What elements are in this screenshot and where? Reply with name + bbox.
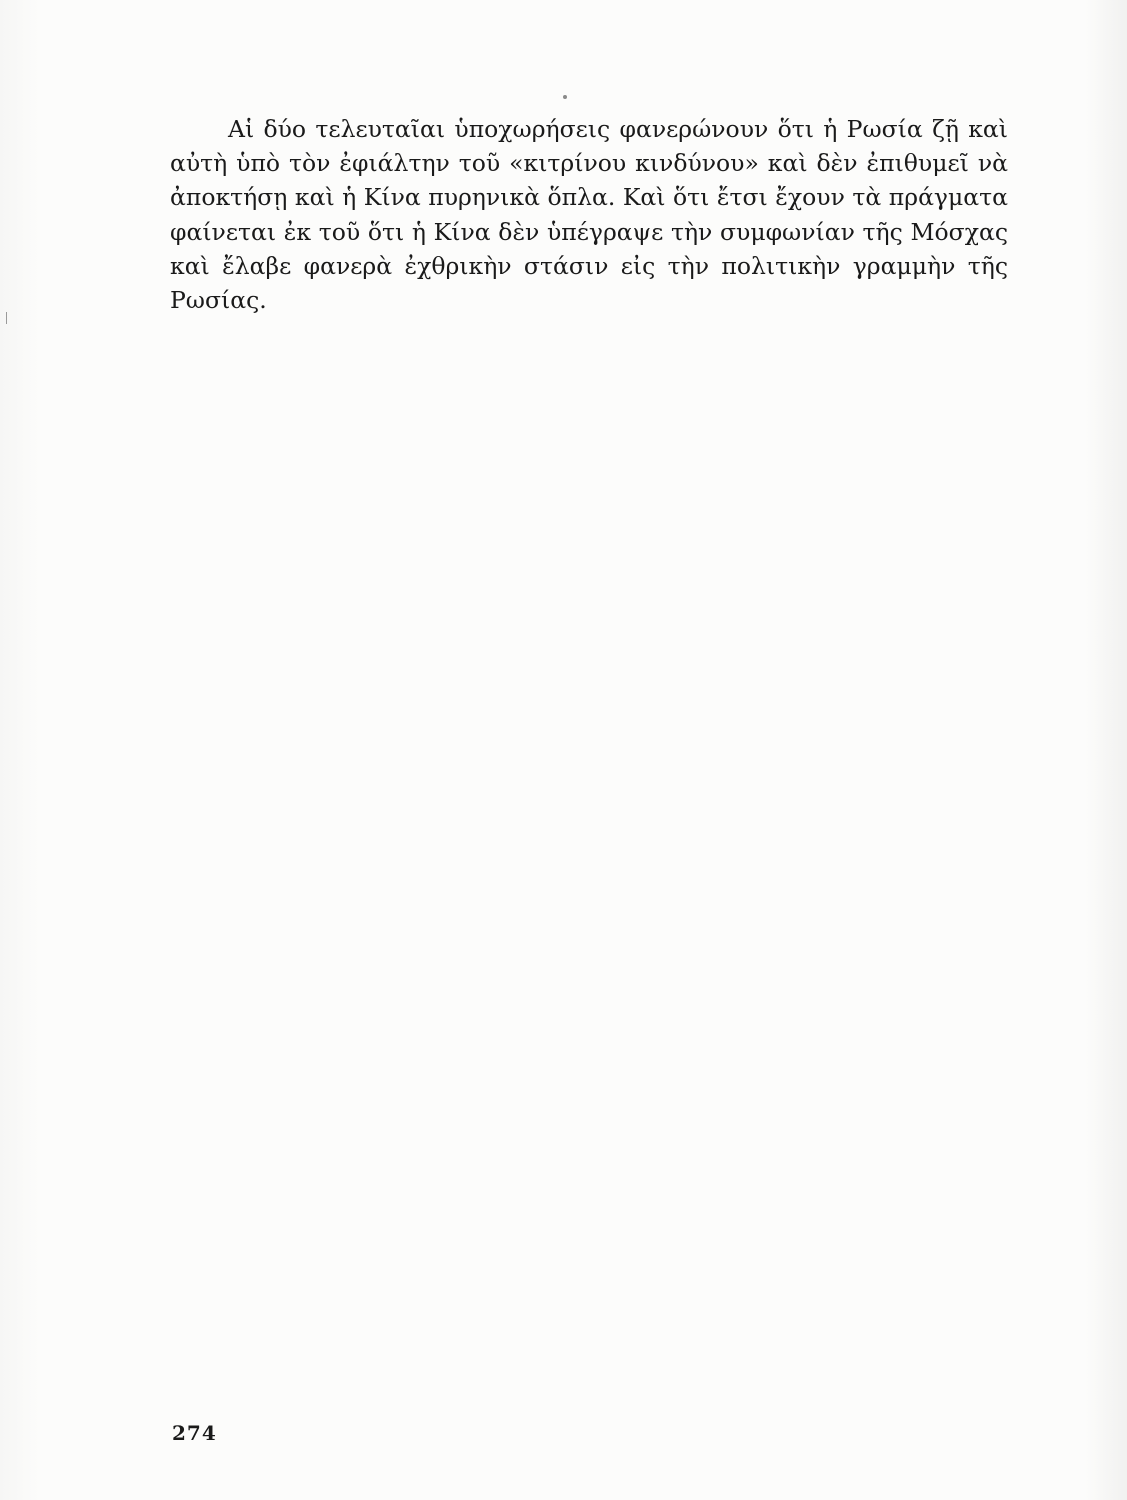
margin-mark xyxy=(6,312,7,324)
page-number: 274 xyxy=(172,1421,217,1445)
ink-speck xyxy=(563,95,567,99)
paragraph-line-2: αὐτὴ ὑπὸ τὸν ἐφιάλτην τοῦ «κιτρίνου κινδύνου» καὶ δὲν ἐπιθυμεῖ νὰ xyxy=(170,149,1008,178)
paragraph-line-5: καὶ ἔλαβε φανερὰ ἐχθρικὴν στάσιν εἰς τὴν πολιτικὴν γραμμὴν τῆς xyxy=(170,251,1008,280)
paragraph-line-1: Αἱ δύο τελευταῖαι ὑποχωρήσεις φανερώνουν ὅτι ἡ Ρωσία ζῇ καὶ xyxy=(228,115,1008,143)
body-paragraph xyxy=(170,112,1008,317)
paragraph-line-4: φαίνεται ἐκ τοῦ ὅτι ἡ Κίνα δὲν ὑπέγραψε τὴν συμφωνίαν τῆς Μόσχας xyxy=(170,217,1008,246)
paragraph-line-3: ἀποκτήσῃ καὶ ἡ Κίνα πυρηνικὰ ὅπλα. Καὶ ὅτι ἔτσι ἔχουν τὰ πράγματα xyxy=(170,183,1008,212)
paragraph-line-6: Ρωσίας. xyxy=(170,285,267,314)
